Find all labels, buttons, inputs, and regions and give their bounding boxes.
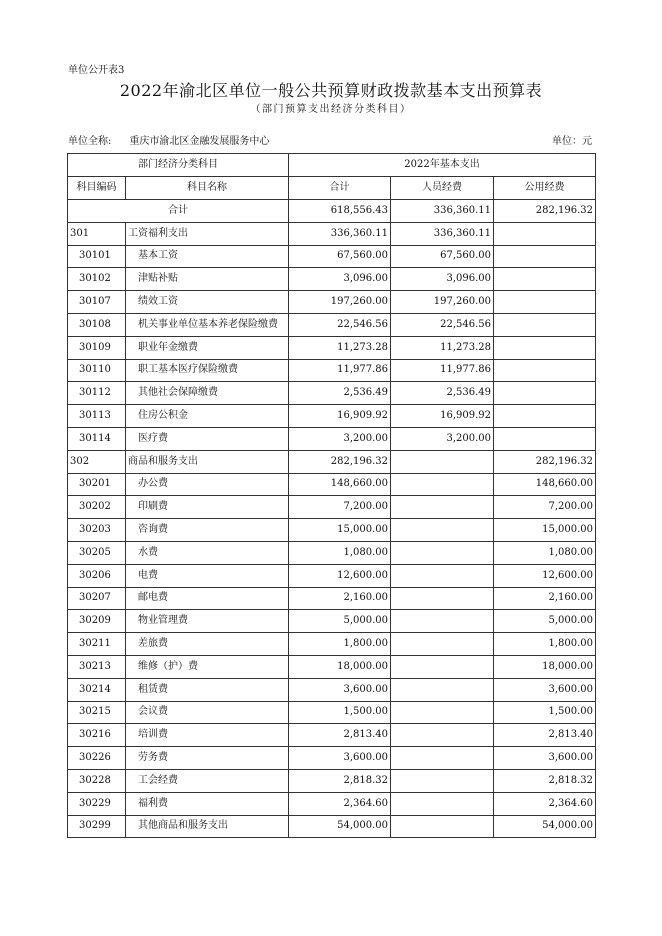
row-public: 2,160.00 (494, 587, 596, 610)
row-code: 302 (68, 450, 126, 473)
row-public (494, 313, 596, 336)
header-code: 科目编码 (68, 177, 126, 200)
row-name: 租赁费 (126, 678, 289, 701)
row-name: 印刷费 (126, 496, 289, 519)
row-public: 1,080.00 (494, 541, 596, 564)
row-total: 3,200.00 (289, 427, 391, 450)
unit-of-measure: 单位：元 (552, 136, 592, 147)
row-total: 2,364.60 (289, 792, 391, 815)
row-code: 30109 (68, 336, 126, 359)
row-name: 医疗费 (126, 427, 289, 450)
row-name: 劳务费 (126, 747, 289, 770)
row-name: 维修（护）费 (126, 655, 289, 678)
table-row (68, 496, 596, 519)
row-total: 282,196.32 (289, 450, 391, 473)
row-public (494, 405, 596, 428)
row-personnel: 67,560.00 (391, 245, 494, 268)
row-personnel (391, 769, 494, 792)
header-row-columns (68, 177, 596, 200)
row-total: 3,600.00 (289, 678, 391, 701)
total-amount: 618,556.43 (289, 200, 391, 223)
row-personnel (391, 724, 494, 747)
table-row (68, 610, 596, 633)
header-row-group (68, 154, 596, 177)
row-name: 绩效工资 (126, 291, 289, 314)
table-row (68, 633, 596, 656)
row-personnel (391, 450, 494, 473)
row-name: 培训费 (126, 724, 289, 747)
row-personnel (391, 655, 494, 678)
row-personnel: 336,360.11 (391, 222, 494, 245)
header-economic-classification: 部门经济分类科目 (68, 154, 289, 177)
row-name: 住房公积金 (126, 405, 289, 428)
table-tag: 单位公开表3 (68, 65, 125, 76)
row-public: 5,000.00 (494, 610, 596, 633)
row-total: 197,260.00 (289, 291, 391, 314)
row-public: 18,000.00 (494, 655, 596, 678)
row-name: 咨询费 (126, 519, 289, 542)
page-title: 2022年渝北区单位一般公共预算财政拨款基本支出预算表 (119, 81, 543, 100)
table-row (68, 792, 596, 815)
row-personnel (391, 633, 494, 656)
row-code: 30201 (68, 473, 126, 496)
row-name: 基本工资 (126, 245, 289, 268)
table-row (68, 655, 596, 678)
row-public: 2,364.60 (494, 792, 596, 815)
row-name: 办公费 (126, 473, 289, 496)
row-name: 津贴补贴 (126, 268, 289, 291)
row-total: 336,360.11 (289, 222, 391, 245)
header-name: 科目名称 (126, 177, 289, 200)
table-row (68, 769, 596, 792)
row-public: 282,196.32 (494, 450, 596, 473)
row-public (494, 382, 596, 405)
row-code: 30102 (68, 268, 126, 291)
row-personnel (391, 564, 494, 587)
table-row (68, 222, 596, 245)
row-public: 1,500.00 (494, 701, 596, 724)
row-public: 1,800.00 (494, 633, 596, 656)
row-total: 2,160.00 (289, 587, 391, 610)
row-total: 148,660.00 (289, 473, 391, 496)
row-personnel: 16,909.92 (391, 405, 494, 428)
row-personnel (391, 541, 494, 564)
row-total: 22,546.56 (289, 313, 391, 336)
row-public (494, 291, 596, 314)
row-public: 2,818.32 (494, 769, 596, 792)
unit-name-label: 单位全称: (68, 136, 112, 147)
page-subtitle: （部门预算支出经济分类科目） (250, 104, 412, 115)
row-code: 30207 (68, 587, 126, 610)
row-code: 30113 (68, 405, 126, 428)
row-code: 30213 (68, 655, 126, 678)
table-row (68, 313, 596, 336)
row-personnel (391, 815, 494, 838)
row-total: 1,800.00 (289, 633, 391, 656)
row-name: 会议费 (126, 701, 289, 724)
row-total: 7,200.00 (289, 496, 391, 519)
row-total: 3,096.00 (289, 268, 391, 291)
row-code: 30110 (68, 359, 126, 382)
row-name: 其他商品和服务支出 (126, 815, 289, 838)
row-name: 福利费 (126, 792, 289, 815)
row-public: 3,600.00 (494, 678, 596, 701)
row-name: 差旅费 (126, 633, 289, 656)
row-personnel (391, 792, 494, 815)
row-public (494, 359, 596, 382)
table-row (68, 519, 596, 542)
row-code: 30226 (68, 747, 126, 770)
row-name: 职工基本医疗保险缴费 (126, 359, 289, 382)
row-personnel (391, 678, 494, 701)
row-name: 电费 (126, 564, 289, 587)
row-total: 15,000.00 (289, 519, 391, 542)
row-public: 3,600.00 (494, 747, 596, 770)
row-total: 12,600.00 (289, 564, 391, 587)
row-personnel (391, 701, 494, 724)
row-personnel (391, 473, 494, 496)
row-total: 5,000.00 (289, 610, 391, 633)
row-public (494, 245, 596, 268)
table-row (68, 291, 596, 314)
table-row (68, 473, 596, 496)
total-row (68, 200, 596, 223)
row-code: 30209 (68, 610, 126, 633)
row-total: 2,813.40 (289, 724, 391, 747)
row-code: 30206 (68, 564, 126, 587)
row-code: 30205 (68, 541, 126, 564)
row-personnel: 11,977.86 (391, 359, 494, 382)
row-total: 1,080.00 (289, 541, 391, 564)
row-public: 2,813.40 (494, 724, 596, 747)
row-personnel (391, 496, 494, 519)
table-row (68, 245, 596, 268)
row-public (494, 222, 596, 245)
row-total: 54,000.00 (289, 815, 391, 838)
row-code: 30216 (68, 724, 126, 747)
table-row (68, 564, 596, 587)
row-code: 30215 (68, 701, 126, 724)
header-basic-expenditure: 2022年基本支出 (289, 154, 596, 177)
row-personnel: 3,096.00 (391, 268, 494, 291)
header-public: 公用经费 (494, 177, 596, 200)
header-personnel: 人员经费 (391, 177, 494, 200)
row-public: 12,600.00 (494, 564, 596, 587)
row-code: 30107 (68, 291, 126, 314)
row-name: 物业管理费 (126, 610, 289, 633)
row-name: 工资福利支出 (126, 222, 289, 245)
table-row (68, 541, 596, 564)
row-code: 30101 (68, 245, 126, 268)
row-code: 30203 (68, 519, 126, 542)
header-total: 合计 (289, 177, 391, 200)
row-total: 67,560.00 (289, 245, 391, 268)
total-label: 合计 (68, 200, 289, 223)
row-personnel: 3,200.00 (391, 427, 494, 450)
row-public (494, 268, 596, 291)
row-personnel (391, 519, 494, 542)
table-row (68, 405, 596, 428)
row-public (494, 427, 596, 450)
table-row (68, 382, 596, 405)
row-personnel: 22,546.56 (391, 313, 494, 336)
table-row (68, 815, 596, 838)
row-name: 水费 (126, 541, 289, 564)
table-row (68, 678, 596, 701)
row-total: 1,500.00 (289, 701, 391, 724)
row-total: 16,909.92 (289, 405, 391, 428)
row-public (494, 336, 596, 359)
row-code: 30229 (68, 792, 126, 815)
table-row (68, 724, 596, 747)
row-total: 11,273.28 (289, 336, 391, 359)
row-total: 2,536.49 (289, 382, 391, 405)
row-name: 职业年金缴费 (126, 336, 289, 359)
row-total: 18,000.00 (289, 655, 391, 678)
row-code: 301 (68, 222, 126, 245)
row-personnel (391, 587, 494, 610)
unit-name-value: 重庆市渝北区金融发展服务中心 (129, 136, 270, 147)
table-row (68, 427, 596, 450)
table-row (68, 450, 596, 473)
table-row (68, 359, 596, 382)
row-total: 3,600.00 (289, 747, 391, 770)
row-personnel (391, 747, 494, 770)
row-name: 其他社会保障缴费 (126, 382, 289, 405)
table-row (68, 587, 596, 610)
row-personnel (391, 610, 494, 633)
row-code: 30202 (68, 496, 126, 519)
row-public: 15,000.00 (494, 519, 596, 542)
row-total: 11,977.86 (289, 359, 391, 382)
total-public: 282,196.32 (494, 200, 596, 223)
row-public: 148,660.00 (494, 473, 596, 496)
row-code: 30112 (68, 382, 126, 405)
unit-name-line (68, 132, 269, 147)
row-code: 30299 (68, 815, 126, 838)
total-personnel: 336,360.11 (391, 200, 494, 223)
row-code: 30228 (68, 769, 126, 792)
row-public: 54,000.00 (494, 815, 596, 838)
row-name: 机关事业单位基本养老保险缴费 (126, 313, 289, 336)
table-row (68, 268, 596, 291)
row-name: 工会经费 (126, 769, 289, 792)
table-row (68, 701, 596, 724)
row-name: 邮电费 (126, 587, 289, 610)
row-personnel: 2,536.49 (391, 382, 494, 405)
table-row (68, 747, 596, 770)
row-public: 7,200.00 (494, 496, 596, 519)
row-code: 30214 (68, 678, 126, 701)
budget-table (67, 153, 596, 838)
row-personnel: 11,273.28 (391, 336, 494, 359)
table-row (68, 336, 596, 359)
row-personnel: 197,260.00 (391, 291, 494, 314)
row-code: 30114 (68, 427, 126, 450)
row-name: 商品和服务支出 (126, 450, 289, 473)
row-code: 30211 (68, 633, 126, 656)
row-code: 30108 (68, 313, 126, 336)
row-total: 2,818.32 (289, 769, 391, 792)
